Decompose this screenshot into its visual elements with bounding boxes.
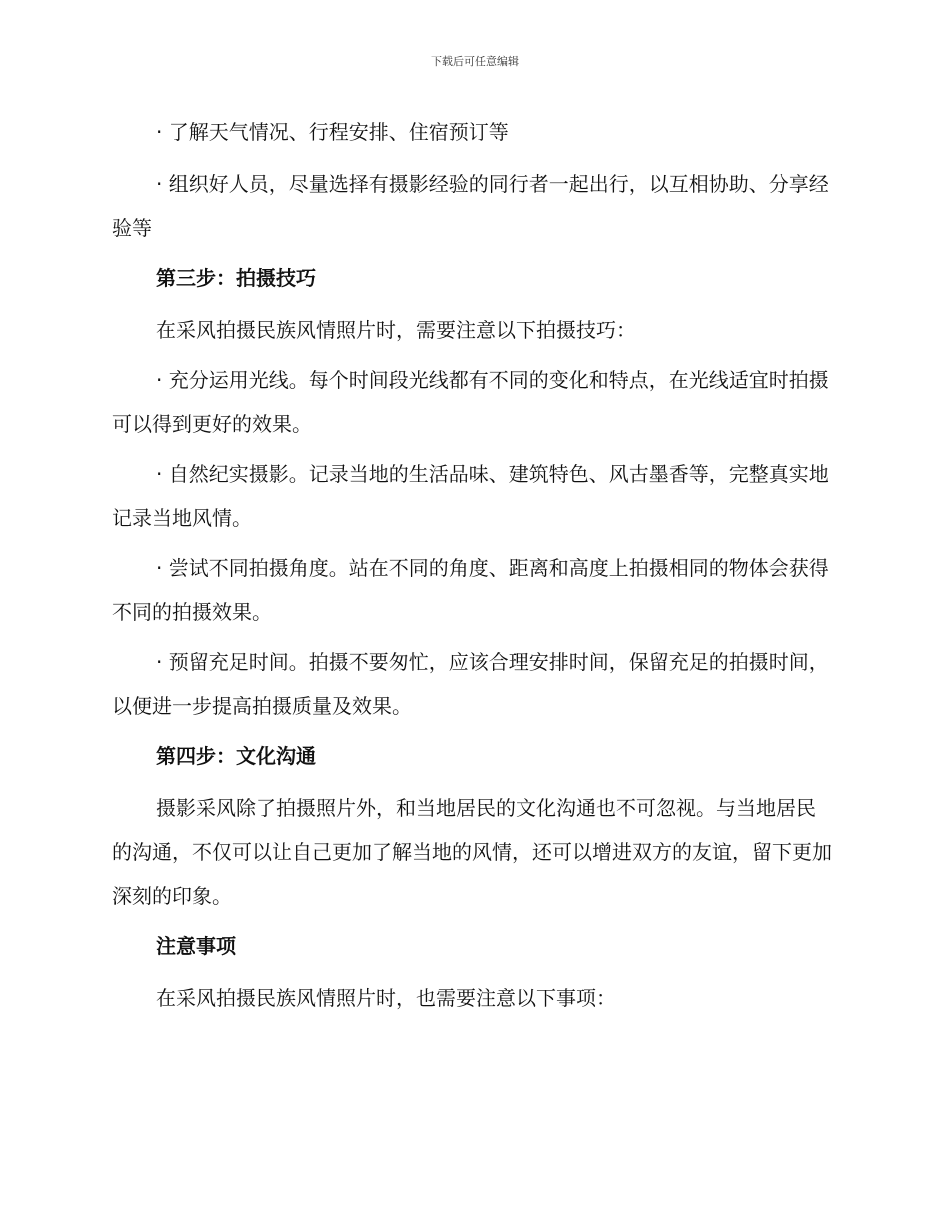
intro-notes: 在采风拍摄民族风情照片时，也需要注意以下事项：: [156, 986, 616, 1010]
heading-step-three: 第三步：拍摄技巧: [156, 266, 316, 290]
document-body: [112, 110, 834, 1026]
heading-step-four: 第四步：文化沟通: [156, 744, 316, 768]
intro-shooting-tips: 在采风拍摄民族风情照片时，需要注意以下拍摄技巧：: [156, 318, 636, 342]
bullet-organize-people: · 组织好人员，尽量选择有摄影经验的同行者一起出行，以互相协助、分享经验等: [112, 172, 829, 240]
bullet-time: · 预留充足时间。拍摄不要匆忙，应该合理安排时间，保留充足的拍摄时间，以便进一步提高拍摄质量及效果。: [112, 650, 829, 718]
bullet-use-light: · 充分运用光线。每个时间段光线都有不同的变化和特点，在光线适宜时拍摄可以得到更好的效果。: [112, 368, 829, 436]
bullet-weather-itinerary: · 了解天气情况、行程安排、住宿预订等: [156, 120, 509, 144]
bullet-documentary: · 自然纪实摄影。记录当地的生活品味、建筑特色、风古墨香等，完整真实地记录当地风情。: [112, 462, 829, 530]
paragraph-cultural-communication: 摄影采风除了拍摄照片外，和当地居民的文化沟通也不可忽视。与当地居民的沟通，不仅可以让自己更加了解当地的风情，还可以增进双方的友谊，留下更加深刻的印象。: [112, 796, 832, 908]
page-header: 下载后可任意编辑: [431, 55, 519, 68]
heading-notes: 注意事项: [156, 934, 236, 958]
bullet-angles: · 尝试不同拍摄角度。站在不同的角度、距离和高度上拍摄相同的物体会获得不同的拍摄效果。: [112, 556, 829, 624]
